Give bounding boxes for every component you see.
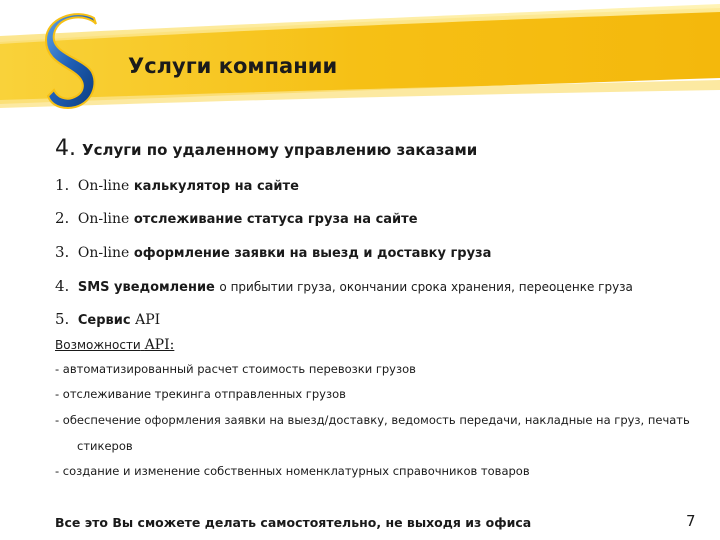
- list-item: [55, 209, 418, 227]
- item-number: 4.: [55, 277, 70, 295]
- item-lead: On-line: [77, 211, 130, 227]
- bullet-item-continuation: стикеров: [77, 439, 133, 453]
- api-caption-api: API:: [144, 337, 175, 353]
- item-lead: SMS: [77, 280, 110, 295]
- s-logo-icon: [44, 10, 110, 116]
- section-heading: [55, 136, 477, 161]
- bullet-item: - автоматизированный расчет стоимость перевозки грузов: [55, 362, 416, 376]
- item-text: отслеживание статуса груза на сайте: [133, 212, 418, 227]
- api-capabilities-caption: [55, 337, 174, 353]
- item-number: 1.: [55, 176, 70, 194]
- list-item: [55, 310, 160, 328]
- footer-note: Все это Вы сможете делать самостоятельно, не выходя из офиса: [55, 515, 532, 530]
- page-title: Услуги компании: [128, 54, 338, 78]
- section-title: Услуги по удаленному управлению заказами: [82, 141, 478, 159]
- page-number: 7: [686, 512, 696, 530]
- item-number: 2.: [55, 209, 70, 227]
- bullet-item: - создание и изменение собственных номенклатурных справочников товаров: [55, 464, 530, 478]
- list-item: [55, 277, 633, 295]
- item-text: уведомление: [114, 280, 215, 295]
- item-text: Сервис: [77, 313, 131, 328]
- company-logo: [44, 10, 110, 116]
- api-caption-text: Возможности: [55, 338, 141, 352]
- bullet-item: - отслеживание трекинга отправленных грузов: [55, 387, 346, 401]
- item-rest: о прибытии груза, окончании срока хранения, переоценке груза: [219, 280, 633, 294]
- bullet-item: - обеспечение оформления заявки на выезд/доставку, ведомость передачи, накладные на груз, печать: [55, 413, 690, 427]
- item-text: оформление заявки на выезд и доставку груза: [133, 246, 492, 261]
- item-lead: On-line: [77, 178, 130, 194]
- list-item: [55, 243, 491, 261]
- item-number: 5.: [55, 310, 70, 328]
- section-number: 4.: [55, 136, 76, 161]
- item-lead: On-line: [77, 245, 130, 261]
- item-rest: API: [135, 312, 161, 328]
- item-number: 3.: [55, 243, 70, 261]
- item-text: калькулятор на сайте: [133, 179, 299, 194]
- list-item: [55, 176, 299, 194]
